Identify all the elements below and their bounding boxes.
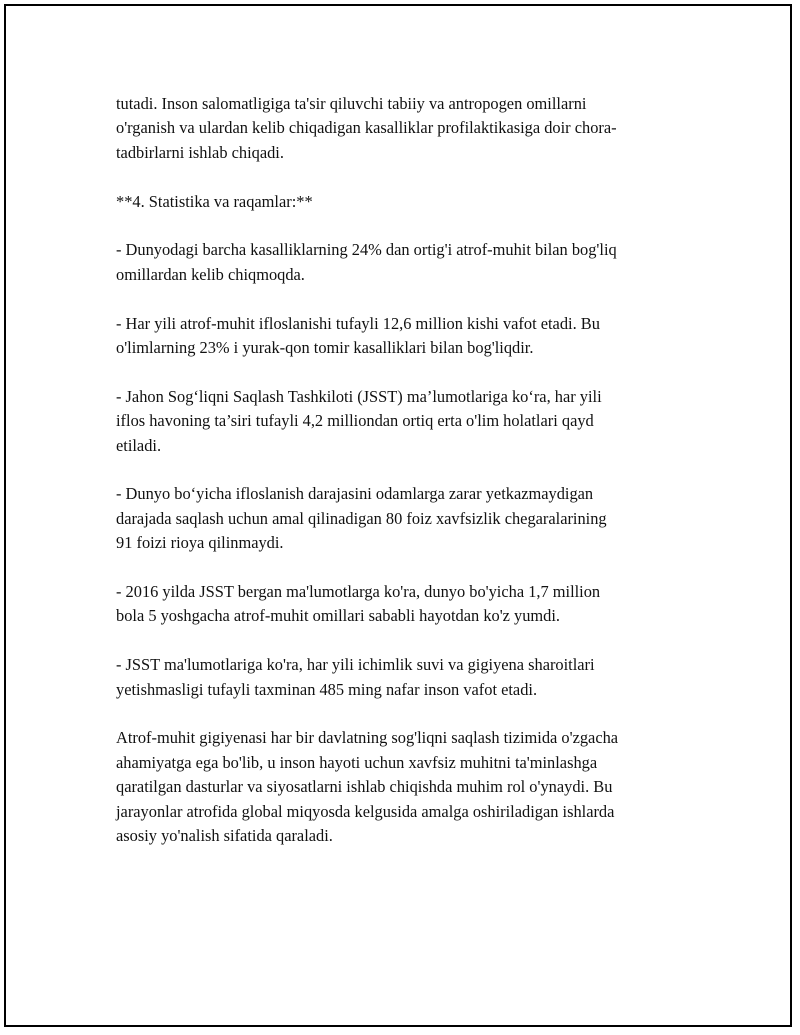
bullet-annual-deaths: - Har yili atrof-muhit ifloslanishi tufayli 12,6 million kishi vafot etadi. Bu o'limlarning 23% i yurak-qon tomir kasalliklari bilan bog'liqdir. <box>116 313 600 358</box>
bullet-air-pollution: - Jahon Sog‘liqni Saqlash Tashkiloti (JSST) ma’lumotlariga ko‘ra, har yili iflos havoning ta’siri tufayli 4,2 milliondan ortiq erta o'lim holatlari qayd etiladi. <box>116 386 602 455</box>
bullet-diseases-share: - Dunyodagi barcha kasalliklarning 24% dan ortig'i atrof-muhit bilan bog'liq omillardan kelib chiqmoqda. <box>116 240 617 284</box>
bullet-water-sanitation: - JSST ma'lumotlariga ko'ra, har yili ichimlik suvi va gigiyena sharoitlari yetishmasligi tufayli taxminan 485 ming nafar inson vafot etadi. <box>116 655 595 699</box>
section-heading-statistics: **4. Statistika va raqamlar:** <box>116 191 313 211</box>
paragraph-intro-continuation: tutadi. Inson salomatligiga ta'sir qiluvchi tabiiy va antropogen omillarni o'rganish va ulardan kelib chiqadigan kasalliklar profilaktikasiga doir chora- tadbirlarni ishlab chiqadi. <box>116 94 617 162</box>
bullet-safety-limits: - Dunyo bo‘yicha ifloslanish darajasini odamlarga zarar yetkazmaydigan darajada saqlash uchun amal qilinadigan 80 foiz xavfsizlik chegaralarining 91 foizi rioya qilinmaydi. <box>116 484 607 553</box>
bullet-child-deaths: - 2016 yilda JSST bergan ma'lumotlarga ko'ra, dunyo bo'yicha 1,7 million bola 5 yoshgacha atrof-muhit omillari sababli hayotdan ko'z yumdi. <box>116 582 601 626</box>
paragraph-conclusion: Atrof-muhit gigiyenasi har bir davlatning sog'liqni saqlash tizimida o'zgacha ahamiyatga ega bo'lib, u inson hayoti uchun xavfsiz muhitni ta'minlashga qaratilgan dasturlar va siyosatlarni ishlab chiqishda muhim rol o'ynaydi. Bu jarayonlar atrofida global miqyosda kelgusida amalga oshiriladigan ishlarda asosiy yo'nalish sifatida qaraladi. <box>116 728 619 846</box>
document-body <box>116 92 696 873</box>
